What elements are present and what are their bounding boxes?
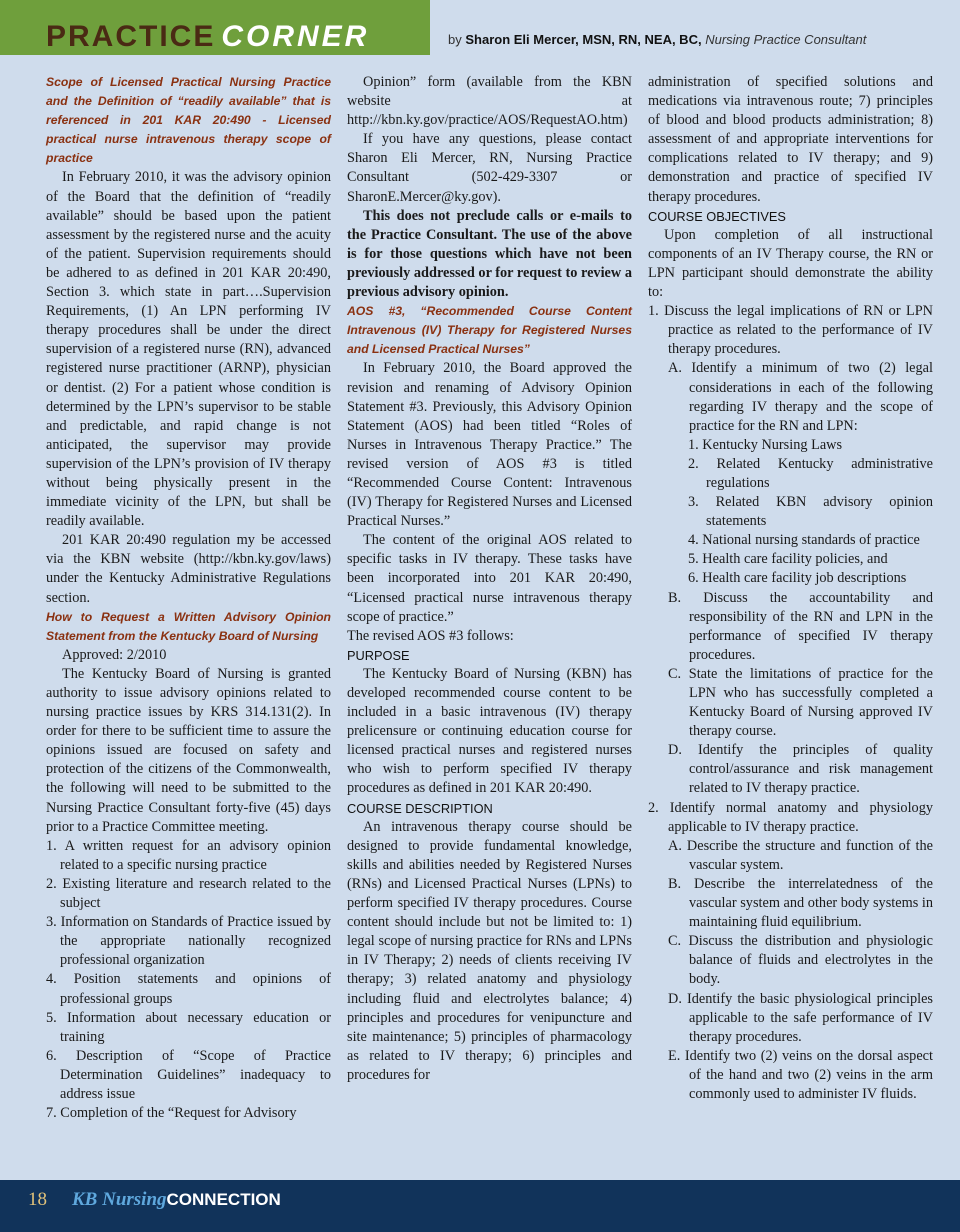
section-title-part2: CORNER: [221, 20, 370, 53]
objective-subitem: C. State the limitations of practice for the LPN who has successfully completed a Kentucky Board of Nursing approved IV therapy course.: [668, 665, 933, 740]
objective-subsubitem: 6. Health care facility job descriptions: [688, 570, 907, 587]
objective-subsubitem: 2. Related Kentucky administrative regulations: [688, 455, 933, 491]
objective-subitem: D. Identify the principles of quality control/assurance and risk management related to IV therapy practice.: [668, 742, 933, 797]
course-objectives-heading: COURSE OBJECTIVES: [648, 208, 786, 224]
column-2-bold-notice: This does not preclude calls or e-mails to the Practice Consultant. The use of the above is for those questions which have not been previously addressed or for request to review a previous advisory opinion.: [347, 207, 632, 301]
column-1-paragraph-1: In February 2010, it was the advisory opinion of the Board that the definition of “readily available” should be based upon the patient assessment by the registered nurse and the acuity of the patient. Supervision requirements should be adhered to as defined in 201 KAR 20:490, Section 3. which state in part….Supervision Requirements, (1) An LPN performing IV therapy procedures shall be under the direct supervision of a registered nurse (RN), advanced registered nurse practitioner (ARNP), physician or dentist. (2) For a patient whose condition is determined by the LPN’s supervisor to be stable and predictable, and rapid change is not anticipated, the supervisor may provide supervision of the LPN’s provision of IV therapy without being physically present in the immediate vicinity of the LPN, but shall be readily available.: [46, 169, 331, 530]
objective-item: 1. Discuss the legal implications of RN or LPN practice as related to the performance of IV therapy procedures.: [648, 303, 933, 358]
objective-subitem: B. Discuss the accountability and responsibility of the RN and LPN in the performance of specified IV therapy procedures.: [668, 589, 933, 663]
column-1-heading-2: How to Request a Written Advisory Opinion Statement from the Kentucky Board of Nursing: [46, 609, 331, 643]
column-2-paragraph-7: An intravenous therapy course should be designed to provide fundamental knowledge, skills and abilities needed by Registered Nurses (RNs) and Licensed Practical Nurses (LPNs) to perform specified IV therapy procedures. Course content should include but not be limited to: 1) legal scope of nursing practice for RNs and LPNs in IV Therapy; 2) needs of clients receiving IV therapy; 3) related anatomy and physiology including fluid and electrolytes balance; 4) principles and procedures for venipuncture and site maintenance; 5) principles of pharmacology as related to IV therapy; 6) principles and procedures for: [347, 818, 632, 1083]
header-banner: [0, 0, 960, 55]
column-2-heading-1: AOS #3, “Recommended Course Content Intravenous (IV) Therapy for Registered Nurses and Licensed Practical Nurses”: [347, 304, 632, 357]
column-1-paragraph-3: The Kentucky Board of Nursing is granted authority to issue advisory opinions related to nursing practice issues by KRS 314.131(2). In order for there to be sufficient time to assure the opinions issued are focused on safety and protection of the citizens of the Commonwealth, the following will need to be submitted to the Nursing Practice Consultant forty-five (45) days prior to a Practice Committee meeting.: [46, 665, 331, 835]
objective-subsubitem: 5. Health care facility policies, and: [688, 551, 888, 568]
publication-name: [72, 1189, 281, 1211]
column-3-paragraph-1: administration of specified solutions and medications via intravenous route; 7) principles of blood and blood products administration; 8) assessment of and appropriate interventions for complications related to IV therapy; and 9) demonstration and practice of specified IV therapy procedures.: [648, 74, 933, 205]
column-2-paragraph-5: The revised AOS #3 follows:: [347, 627, 514, 644]
list-item: 5. Information about necessary education or training: [46, 1009, 331, 1045]
list-item: 6. Description of “Scope of Practice Determination Guidelines” inadequacy to address issue: [46, 1047, 331, 1102]
column-3: [648, 73, 933, 1104]
author-name: Sharon Eli Mercer, MSN, RN, NEA, BC,: [465, 32, 702, 47]
column-2-paragraph-1: Opinion” form (available from the KBN website at http://kbn.ky.gov/practice/AOS/RequestAO.htm): [347, 74, 632, 129]
column-2-paragraph-2: If you have any questions, please contact Sharon Eli Mercer, RN, Nursing Practice Consultant (502-429-3307 or SharonE.Mercer@ky.gov).: [347, 131, 632, 205]
column-2-paragraph-6: The Kentucky Board of Nursing (KBN) has developed recommended course content to be included in a basic intravenous (IV) therapy prelicensure or continuing education course for licensed practical nurses and registered nurses who wish to perform specified IV therapy procedures as defined in 201 KAR 20:490.: [347, 665, 632, 797]
list-item: 1. A written request for an advisory opinion related to a specific nursing practice: [46, 837, 331, 873]
column-2-paragraph-4: The content of the original AOS related to specific tasks in IV therapy. These tasks have been incorporated into 201 KAR 20:490, “Licensed practical nurse intravenous therapy scope of practice.”: [347, 532, 632, 625]
objective-subitem: D. Identify the basic physiological principles applicable to the safe performance of IV therapy procedures.: [668, 990, 933, 1045]
column-2: [347, 73, 632, 1085]
objective-item: 2. Identify normal anatomy and physiology applicable to IV therapy practice.: [648, 799, 933, 835]
objective-subsubitem: 3. Related KBN advisory opinion statements: [688, 494, 933, 530]
list-item: 7. Completion of the “Request for Advisory: [46, 1105, 297, 1122]
objective-subitem: A. Identify a minimum of two (2) legal considerations in each of the following regarding IV therapy and the scope of practice for the RN and LPN:: [668, 360, 933, 434]
publication-name-part2: CONNECTION: [166, 1190, 281, 1209]
list-item: 2. Existing literature and research related to the subject: [46, 875, 331, 912]
column-1: [46, 73, 331, 1123]
objective-subsubitem: 4. National nursing standards of practice: [688, 532, 920, 549]
section-title: [46, 22, 369, 52]
objective-subitem: E. Identify two (2) veins on the dorsal aspect of the hand and two (2) veins in the arm commonly used to administer IV fluids.: [668, 1047, 933, 1102]
purpose-heading: PURPOSE: [347, 647, 410, 663]
list-item: 3. Information on Standards of Practice issued by the appropriate nationally recognized professional organization: [46, 914, 331, 969]
objective-subitem: B. Describe the interrelatedness of the vascular system and other body systems in maintaining fluid equilibrium.: [668, 875, 933, 931]
course-description-heading: COURSE DESCRIPTION: [347, 800, 493, 816]
page-number: 18: [28, 1189, 47, 1210]
objective-subitem: A. Describe the structure and function of the vascular system.: [668, 837, 933, 873]
approved-date: Approved: 2/2010: [62, 646, 167, 663]
column-2-paragraph-3: In February 2010, the Board approved the revision and renaming of Advisory Opinion Statement #3. Previously, this Advisory Opinion Statement (AOS) had been titled “Roles of Nurses in Intravenous Therapy Practice.” The revised version of AOS #3 is titled “Recommended Course Content: Intravenous (IV) Therapy for Registered Nurses and Licensed Practical Nurses.”: [347, 360, 632, 530]
objective-subitem: C. Discuss the distribution and physiologic balance of fluids and electrolytes in the body.: [668, 933, 933, 988]
footer-bar: [0, 1180, 960, 1232]
publication-name-part1: KB Nursing: [72, 1189, 167, 1210]
section-title-part1: PRACTICE: [46, 20, 216, 53]
byline-prefix: by: [448, 32, 462, 47]
author-title: Nursing Practice Consultant: [705, 32, 867, 47]
list-item: 4. Position statements and opinions of professional groups: [46, 971, 331, 1007]
objective-subsubitem: 1. Kentucky Nursing Laws: [688, 436, 843, 453]
byline: [448, 32, 866, 47]
column-3-paragraph-2: Upon completion of all instructional components of an IV Therapy course, the RN or LPN participant should demonstrate the ability to:: [648, 226, 933, 301]
column-1-heading-1: Scope of Licensed Practical Nursing Practice and the Definition of “readily available” that is referenced in 201 KAR 20:490 - Licensed practical nurse intravenous therapy scope of practice: [46, 75, 331, 166]
column-1-paragraph-2: 201 KAR 20:490 regulation my be accessed via the KBN website (http://kbn.ky.gov/laws) under the Kentucky Administrative Regulations section.: [46, 532, 331, 606]
